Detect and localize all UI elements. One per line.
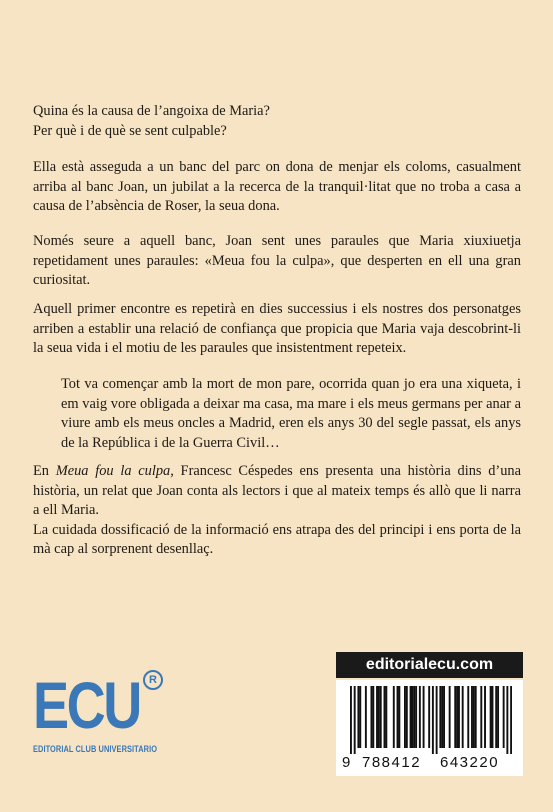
barcode-bar: [413, 686, 415, 748]
barcode-bar: [385, 686, 387, 748]
back-cover-questions: [33, 102, 521, 141]
barcode-bar: [506, 686, 508, 754]
question-line: Quina és la causa de l’angoixa de Maria?: [33, 103, 270, 119]
barcode-bar: [397, 686, 399, 748]
isbn-digit-group: 643220: [440, 754, 500, 771]
barcode-bar: [490, 686, 492, 748]
barcode-bar: [441, 686, 443, 748]
barcode-bar: [357, 686, 359, 748]
publisher-url: editorialecu.com: [336, 652, 523, 678]
paragraph-text: La cuidada dossificació de la informació ens atrapa des del principi i ens porta de la mà cap al sorprenent desenllaç.: [33, 521, 521, 557]
barcode-bar: [475, 686, 477, 748]
paragraph-text: Ella està asseguda a un banc del parc on dona de menjar els coloms, casualment arriba al banc Joan, un jubilat a la recerca de la tranquil·litat que no troba a casa a causa de l’absència de Roser, la seua dona.: [33, 159, 521, 214]
barcode-bar: [503, 686, 505, 748]
text-span: , Francesc Céspedes ens presenta una història dins d’una història, un relat que Joan conta als lectors i que al mateix temps és allò que li narra a ell Maria.: [33, 463, 521, 518]
quote-text: Tot va començar amb la mort de mon pare, ocorrida quan jo era una xiqueta, i em vaig vore obligada a deixar ma casa, ma mare i els meus germans per anar a viure amb els meus oncles a Madrid, eren els anys 30 del segle passat, els anys de la República i de la Guerra Civil…: [61, 376, 521, 451]
barcode-bar: [411, 686, 413, 748]
question-line: Per què i de què se sent culpable?: [33, 122, 227, 139]
barcode-bar: [439, 686, 441, 748]
barcode-bar: [423, 686, 425, 748]
barcode-bar: [456, 686, 458, 748]
barcode-bar: [380, 686, 382, 748]
text-span: En: [33, 463, 56, 479]
barcode-bar: [376, 686, 378, 748]
barcode-bar: [372, 686, 374, 748]
barcode-bar: [454, 686, 456, 748]
paragraph-text: [33, 462, 521, 521]
synopsis-paragraph: [33, 462, 521, 560]
logo-subtitle: EDITORIAL CLUB UNIVERSITARIO: [33, 744, 158, 755]
isbn-digit-group: 9: [342, 754, 352, 771]
barcode-bar: [473, 686, 475, 748]
isbn-barcode: [336, 680, 523, 776]
synopsis-paragraph: [33, 232, 521, 291]
barcode-bar: [471, 686, 473, 748]
isbn-digit-group: 788412: [362, 754, 422, 771]
book-title: Meua fou la culpa: [55, 463, 171, 479]
barcode-bar: [495, 686, 497, 748]
barcode-bar: [384, 686, 386, 748]
barcode-bar: [443, 686, 445, 748]
barcode-bar: [350, 686, 352, 754]
barcode-bar: [497, 686, 499, 748]
barcode-bar: [510, 686, 512, 754]
barcode-bar: [410, 686, 412, 748]
barcode-bars: [350, 686, 512, 754]
barcode-bar: [365, 686, 367, 748]
barcode-bar: [436, 686, 438, 754]
barcode-bar: [406, 686, 408, 748]
barcode-bar: [398, 686, 400, 748]
publisher-logo: [33, 668, 173, 758]
barcode-bar: [480, 686, 482, 748]
barcode-bar: [492, 686, 494, 748]
barcode-bar: [378, 686, 380, 748]
barcode-bar: [419, 686, 421, 748]
barcode-bar: [404, 686, 406, 748]
barcode-bar: [449, 686, 451, 748]
barcode-bar: [415, 686, 417, 748]
barcode-bar: [484, 686, 486, 748]
paragraph-text: Aquell primer encontre es repetirà en dies successius i els nostres dos personatges arriben a establir una relació de confiança que propicia que Maria vaja descobrint-li la seua vida i el motiu de les paraules que insistentment repeteix.: [33, 301, 521, 356]
barcode-bar: [458, 686, 460, 748]
barcode-bar: [354, 686, 356, 754]
barcode-bar: [432, 686, 434, 754]
barcode-bar: [467, 686, 469, 748]
barcode-bar: [428, 686, 430, 748]
logo-wordmark: ECU: [33, 668, 140, 742]
barcode-bar: [462, 686, 464, 748]
barcode-bar: [359, 686, 361, 748]
excerpt-quote: [61, 375, 521, 453]
barcode-bar: [370, 686, 372, 748]
synopsis-paragraph: [33, 158, 521, 217]
registered-mark-icon: R: [143, 670, 163, 690]
paragraph-text: Només seure a aquell banc, Joan sent unes paraules que Maria xiuxiuetja repetidament unes paraules: «Meua fou la culpa», que desperten en ell una gran curiositat.: [33, 233, 521, 288]
barcode-bar: [393, 686, 395, 748]
synopsis-paragraph: [33, 300, 521, 359]
